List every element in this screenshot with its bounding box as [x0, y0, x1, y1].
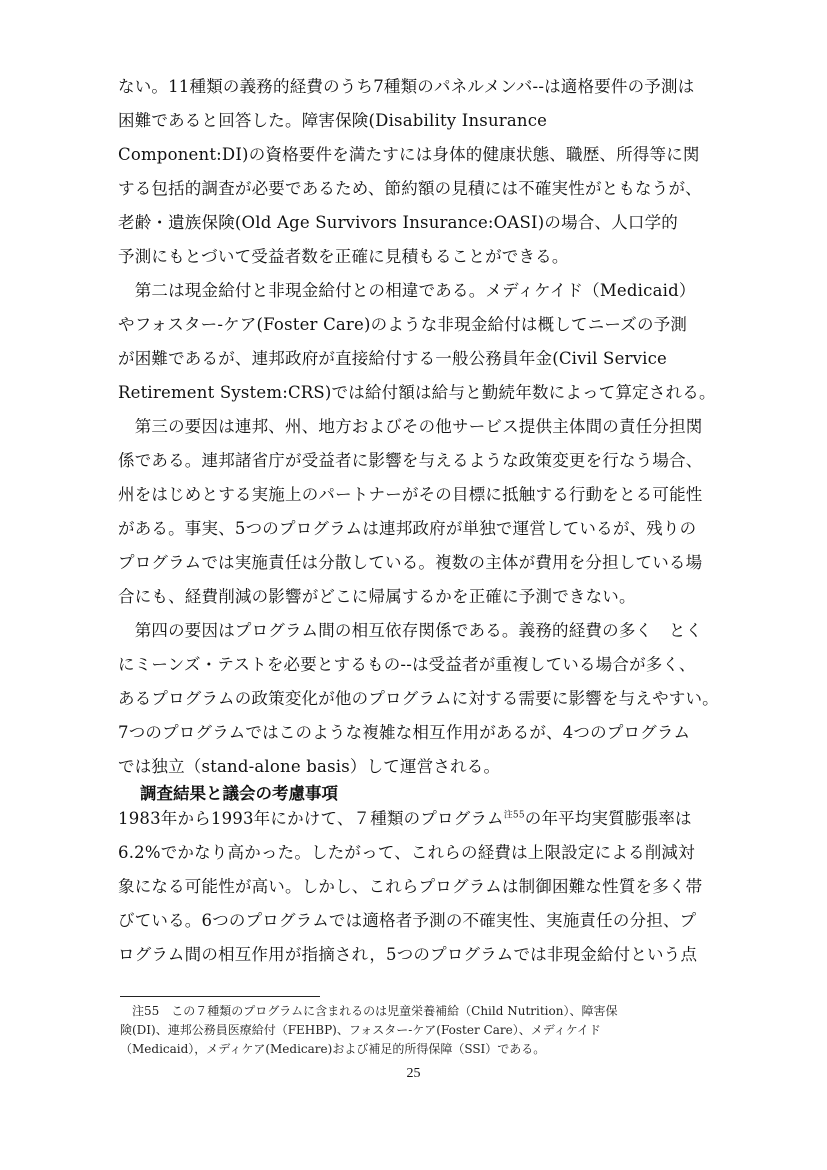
body-line: が困難であるが、連邦政府が直接給付する一般公務員年金(Civil Service [118, 349, 668, 368]
body-line-start: 1983年から1993年にかけて、７種類のプログラム [118, 809, 504, 828]
body-line: 第三の要因は連邦、州、地方およびその他サービス提供主体間の責任分担関 [118, 417, 703, 436]
body-line: 予測にもとづいて受益者数を正確に見積もることができる。 [118, 247, 569, 266]
body-line: あるプログラムの政策変化が他のプログラムに対する需要に影響を与えやすい。 [118, 689, 719, 708]
body-line: 係である。連邦諸省庁が受益者に影響を与えるような政策変更を行なう場合、 [118, 451, 703, 470]
body-line: では独立（stand-alone basis）して運営される。 [118, 757, 501, 776]
footnote-line: 注55 この７種類のプログラムに含まれるのは児童栄養補給（Child Nutrition）、障害保 [120, 1004, 618, 1018]
footnote-divider [120, 996, 320, 997]
footnote-marker: 注55 [503, 810, 525, 821]
body-line: する包括的調査が必要であるため、節約額の見積には不確実性がともなうが、 [118, 179, 702, 198]
footnote-line: 険(DI)、連邦公務員医療給付（FEHBP)、フォスター-ケア(Foster Care）、メディケイド [120, 1023, 601, 1037]
body-line: 老齢・遺族保険(Old Age Survivors Insurance:OASI)の場合、人口学的 [118, 213, 678, 232]
body-line: 州をはじめとする実施上のパートナーがその目標に抵触する行動をとる可能性 [118, 485, 703, 504]
body-line: ログラム間の相互作用が指摘され，5つのプログラムでは非現金給付という点 [118, 945, 698, 964]
body-line: 第四の要因はプログラム間の相互依存関係である。義務的経費の多く とく [118, 621, 703, 640]
page-number: 25 [406, 1066, 421, 1081]
body-line: ない。11種類の義務的経費のうち7種類のパネルメンバ--は適格要件の予測は [118, 77, 695, 96]
body-line: 6.2%でかなり高かった。したがって、これらの経費は上限設定による削減対 [118, 843, 695, 862]
body-line: 7つのプログラムではこのような複雑な相互作用があるが、4つのプログラム [118, 723, 691, 742]
footnote-line: （Medicaid），メディケア(Medicare)および補足的所得保障（SSI）である。 [120, 1042, 546, 1056]
body-line: 困難であると回答した。障害保険(Disability Insurance [118, 111, 548, 130]
body-line: 第二は現金給付と非現金給付との相違である。メディケイド（Medicaid） [118, 281, 696, 300]
body-line [118, 802, 692, 836]
body-line: びている。6つのプログラムでは適格者予測の不確実性、実施責任の分担、プ [118, 911, 697, 930]
body-line: 象になる可能性が高い。しかし、これらプログラムは制御困難な性質を多く帯 [118, 877, 703, 896]
body-line: 合にも、経費削減の影響がどこに帰属するかを正確に予測できない。 [118, 587, 636, 606]
body-line: Component:DI)の資格要件を満たすには身体的健康状態、職歴、所得等に関 [118, 145, 700, 164]
body-line: Retirement System:CRS)では給付額は給与と勤続年数によって算定される。 [118, 383, 716, 402]
body-line: やフォスター-ケア(Foster Care)のような非現金給付は概してニーズの予測 [118, 315, 688, 334]
body-line: にミーンズ・テストを必要とするもの--は受益者が重複している場合が多く、 [118, 655, 696, 674]
body-line: プログラムでは実施責任は分散している。複数の主体が費用を分担している場 [118, 553, 703, 572]
body-line: がある。事実、5つのプログラムは連邦政府が単独で運営しているが、残りの [118, 519, 697, 538]
body-line-end: の年平均実質膨張率は [524, 809, 692, 828]
section-heading: 調査結果と議会の考慮事項 [140, 784, 338, 803]
